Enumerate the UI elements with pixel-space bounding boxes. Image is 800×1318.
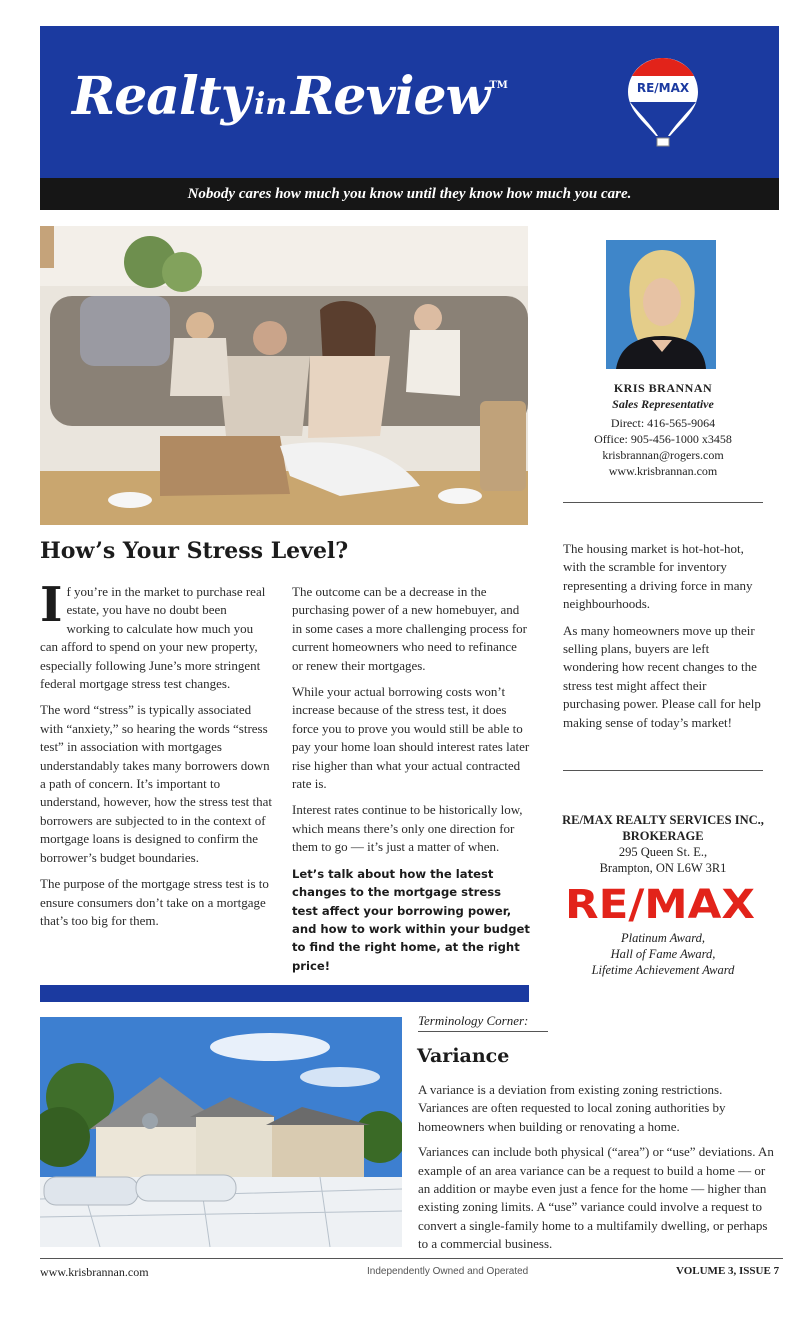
divider	[563, 770, 763, 771]
article-column-1	[40, 577, 272, 938]
article-column-2	[292, 583, 530, 983]
masthead-banner	[40, 26, 779, 178]
agent-contact	[563, 380, 763, 479]
agent-office-phone: Office: 905-456-1000 x3458	[594, 432, 732, 446]
paragraph: As many homeowners move up their selling plans, buyers are left wondering how recent changes to the stress test might affect their purchasing power. Please call for help making sense of today’s market!	[563, 622, 761, 730]
dropcap: I	[40, 577, 63, 633]
brokerage-address-street: 295 Queen St. E.,	[618, 845, 708, 859]
paragraph: The word “stress” is typically associated with “anxiety,” so hearing the words “stress test” in association with mortgages understandably takes many borrowers down a path of concern. It’s important to understand, however, how the stress test that borrowers are subjected to in the context of mortgage loans is designed to confirm the borrower’s budget boundaries.	[40, 702, 272, 865]
call-to-action: Let’s talk about how the latest changes to the mortgage stress test affect your borrowing power, and how to work within your budget to find the right home, at the right price!	[292, 866, 530, 973]
section-divider-bar	[40, 985, 529, 1002]
house-blueprint-photo	[40, 1017, 402, 1247]
paragraph: f you’re in the market to purchase real estate, you have no doubt been working to calculate how much you can afford to spend on your new property, especially following June’s more stringent federal mortgage stress test changes.	[40, 584, 266, 692]
family-photo	[40, 226, 528, 525]
brokerage-address-city: Brampton, ON L6W 3R1	[599, 861, 727, 875]
footer-disclaimer: Independently Owned and Operated	[367, 1266, 529, 1277]
agent-title: Sales Representative	[612, 397, 714, 411]
divider	[563, 502, 763, 503]
agent-headshot	[606, 240, 716, 369]
balloon-logo-text: RE/MAX	[636, 81, 690, 95]
footer-issue: VOLUME 3, ISSUE 7	[676, 1265, 780, 1277]
award: Hall of Fame Award,	[610, 947, 716, 961]
paragraph: The purpose of the mortgage stress test is to ensure consumers don’t take on a mortgage that’s too big for them.	[40, 876, 269, 928]
article-headline: How’s Your Stress Level?	[40, 538, 349, 564]
paragraph: A variance is a deviation from existing zoning restrictions. Variances are often requested to local zoning authorities by homeowners when building or renovating a home.	[418, 1082, 726, 1134]
brokerage-info	[560, 812, 766, 876]
remax-logo-text: RE/MAX	[565, 884, 756, 922]
paragraph: Variances can include both physical (“area”) or “use” deviations. An example of an area variance can be a request to build a home — or an addition or maybe even just a fence for the home — higher than existing zoning limits. A “use” variance could involve a request to convert a single-family home to a multifamily dwelling, or perhaps to a commercial business.	[418, 1144, 774, 1252]
title-review: Review	[291, 66, 490, 127]
terminology-label: Terminology Corner:	[418, 1013, 529, 1028]
brokerage-name: RE/MAX REALTY SERVICES INC.,	[562, 813, 764, 827]
footer-website[interactable]: www.krisbrannan.com	[40, 1265, 149, 1279]
agent-name: KRIS BRANNAN	[613, 381, 713, 395]
agent-website[interactable]: www.krisbrannan.com	[608, 464, 718, 478]
remax-balloon-logo	[626, 56, 700, 150]
awards-list	[560, 930, 766, 978]
paragraph: While your actual borrowing costs won’t increase because of the stress test, it does force you to prove you would still be able to pay your home loan should interest rates later rise higher than what your actual contracted rate is.	[292, 684, 530, 792]
terminology-underline	[418, 1031, 548, 1032]
paragraph: Interest rates continue to be historically low, which means there’s only one direction for them to go — it’s just a matter of when.	[292, 802, 523, 855]
award: Lifetime Achievement Award	[591, 963, 735, 977]
paragraph: The housing market is hot-hot-hot, with the scramble for inventory representing a driving force in many neighbourhoods.	[563, 541, 753, 612]
tagline: Nobody cares how much you know until they know how much you care.	[40, 178, 779, 210]
title-realty: Realty	[72, 66, 250, 127]
trademark: TM	[489, 80, 508, 91]
paragraph: The outcome can be a decrease in the purchasing power of a new homebuyer, and in some cases a more challenging process for current homeowners who need to refinance or renew their mortgages.	[292, 584, 528, 673]
agent-direct-phone: Direct: 416-565-9064	[610, 416, 716, 430]
title-in: in	[253, 87, 288, 122]
remax-logo	[563, 884, 757, 922]
award: Platinum Award,	[620, 931, 706, 945]
footer-divider	[40, 1258, 783, 1259]
terminology-title: Variance	[417, 1045, 510, 1067]
agent-email[interactable]: krisbrannan@rogers.com	[602, 448, 724, 462]
article-column-3	[563, 540, 763, 740]
terminology-body	[418, 1081, 774, 1261]
newsletter-title	[72, 66, 508, 127]
brokerage-type: BROKERAGE	[622, 829, 704, 843]
